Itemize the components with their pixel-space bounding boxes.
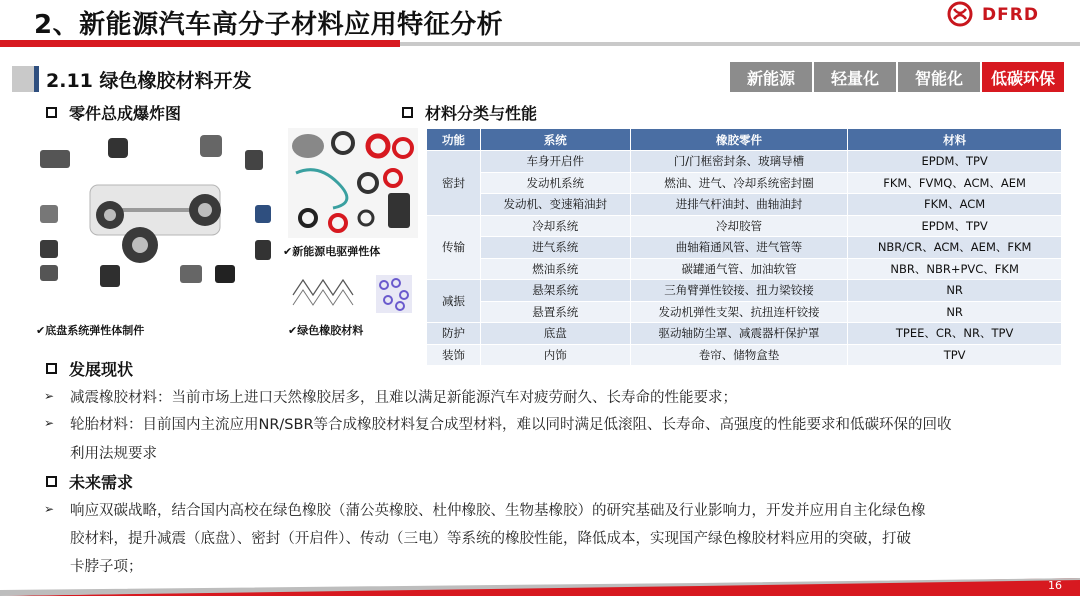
footer-bar [0,578,1080,596]
table-cell: 门/门框密封条、玻璃导槽 [630,151,848,173]
tag-lightweight: 轻量化 [814,62,896,92]
column-header: 材料 [848,129,1062,151]
checkbox-square-icon [46,476,57,487]
future-line: 响应双碳战略，结合国内高校在绿色橡胶（蒲公英橡胶、杜仲橡胶、生物基橡胶）的研究基础及行业影响力，开发并应用自主化绿色橡 [70,503,926,519]
table-subtitle [402,101,537,124]
logo-text: DFRD [982,5,1039,25]
table-subtitle-text: 材料分类与性能 [425,104,538,123]
table-cell: FKM、ACM [848,194,1062,216]
status-subtitle [46,357,133,380]
status-item: 轮胎材料：目前国内主流应用NR/SBR等合成橡胶材料复合成型材料，难以同时满足低滚阻、长寿命、高强度的性能要求和低碳环保的回收 [70,417,952,433]
table-row [427,301,1062,323]
table-cell: 发动机、变速箱油封 [480,194,630,216]
table-cell: NR [848,280,1062,302]
table-cell: NBR、NBR+PVC、FKM [848,258,1062,280]
arrow-bullet-icon: ➢ [44,416,55,430]
table-cell: 燃油、进气、冷却系统密封圈 [630,172,848,194]
page-number: 16 [1048,579,1062,592]
table-cell: TPV [848,344,1062,366]
table-cell: 碳罐通气管、加油软管 [630,258,848,280]
table-cell: 发动机系统 [480,172,630,194]
future-line: 卡脖子项； [70,559,143,575]
status-item: 减震橡胶材料：当前市场上进口天然橡胶居多，且难以满足新能源汽车对疲劳耐久、长寿命的性能要求； [70,390,737,406]
parts-subtitle-text: 零件总成爆炸图 [69,104,182,123]
table-row [427,172,1062,194]
status-subtitle-text: 发展现状 [69,360,134,379]
arrow-bullet-icon: ➢ [44,389,55,403]
table-header-row [427,129,1062,151]
materials-table [426,128,1062,366]
arrow-bullet-icon: ➢ [44,502,55,516]
table-cell: 发动机弹性支架、抗扭连杆铰接 [630,301,848,323]
section-marker [12,66,34,92]
status-item-continued: 利用法规要求 [70,446,157,462]
ev-elastomer-photo [288,128,418,238]
column-header: 系统 [480,129,630,151]
table-cell: 悬架系统 [480,280,630,302]
future-subtitle [46,470,133,493]
table-cell: NR [848,301,1062,323]
table-row [427,194,1062,216]
table-row [427,280,1062,302]
green-rubber-image [288,270,418,320]
table-cell: 三角臂弹性铰接、扭力梁铰接 [630,280,848,302]
table-cell: EPDM、TPV [848,151,1062,173]
table-cell: NBR/CR、ACM、AEM、FKM [848,237,1062,259]
table-cell: 冷却胶管 [630,215,848,237]
parts-subtitle [46,101,181,124]
slide-title: 2、新能源汽车高分子材料应用特征分析 [34,10,504,40]
chassis-exploded-view-image [30,130,280,320]
table-cell: 冷却系统 [480,215,630,237]
tag-new-energy: 新能源 [730,62,812,92]
function-cell: 装饰 [427,344,481,366]
table-cell: 车身开启件 [480,151,630,173]
function-cell: 传输 [427,215,481,280]
section-title: 2.11 绿色橡胶材料开发 [46,70,252,92]
column-header: 橡胶零件 [630,129,848,151]
category-tags [730,62,1066,92]
tag-intelligent: 智能化 [898,62,980,92]
table-row [427,215,1062,237]
table-cell: TPEE、CR、NR、TPV [848,323,1062,345]
table-cell: 悬置系统 [480,301,630,323]
table-cell: 卷帘、储物盒垫 [630,344,848,366]
table-cell: 曲轴箱通风管、进气管等 [630,237,848,259]
table-cell: 底盘 [480,323,630,345]
checkbox-square-icon [46,363,57,374]
table-cell: EPDM、TPV [848,215,1062,237]
checkbox-square-icon [46,107,57,118]
future-subtitle-text: 未来需求 [69,473,134,492]
table-row [427,237,1062,259]
table-row [427,258,1062,280]
table-cell: FKM、FVMQ、ACM、AEM [848,172,1062,194]
function-cell: 防护 [427,323,481,345]
table-cell: 进气系统 [480,237,630,259]
header-bar [0,40,1080,47]
table-row [427,151,1062,173]
tag-low-carbon: 低碳环保 [982,62,1064,92]
caption-ev-elastomer: ✔新能源电驱弹性体 [283,245,381,258]
function-cell: 减振 [427,280,481,323]
future-line: 胶材料，提升减震（底盘）、密封（开启件）、传动（三电）等系统的橡胶性能，降低成本，实现国产绿色橡胶材料应用的突破，打破 [70,531,911,547]
table-cell: 燃油系统 [480,258,630,280]
table-row [427,344,1062,366]
table-row [427,323,1062,345]
function-cell: 密封 [427,151,481,216]
table-cell: 进排气杆油封、曲轴油封 [630,194,848,216]
column-header: 功能 [427,129,481,151]
section-marker-accent [34,66,39,92]
table-cell: 内饰 [480,344,630,366]
table-cell: 驱动轴防尘罩、减震器杆保护罩 [630,323,848,345]
checkbox-square-icon [402,107,413,118]
caption-green-rubber: ✔绿色橡胶材料 [288,324,364,337]
caption-chassis: ✔底盘系统弹性体制件 [36,324,145,337]
